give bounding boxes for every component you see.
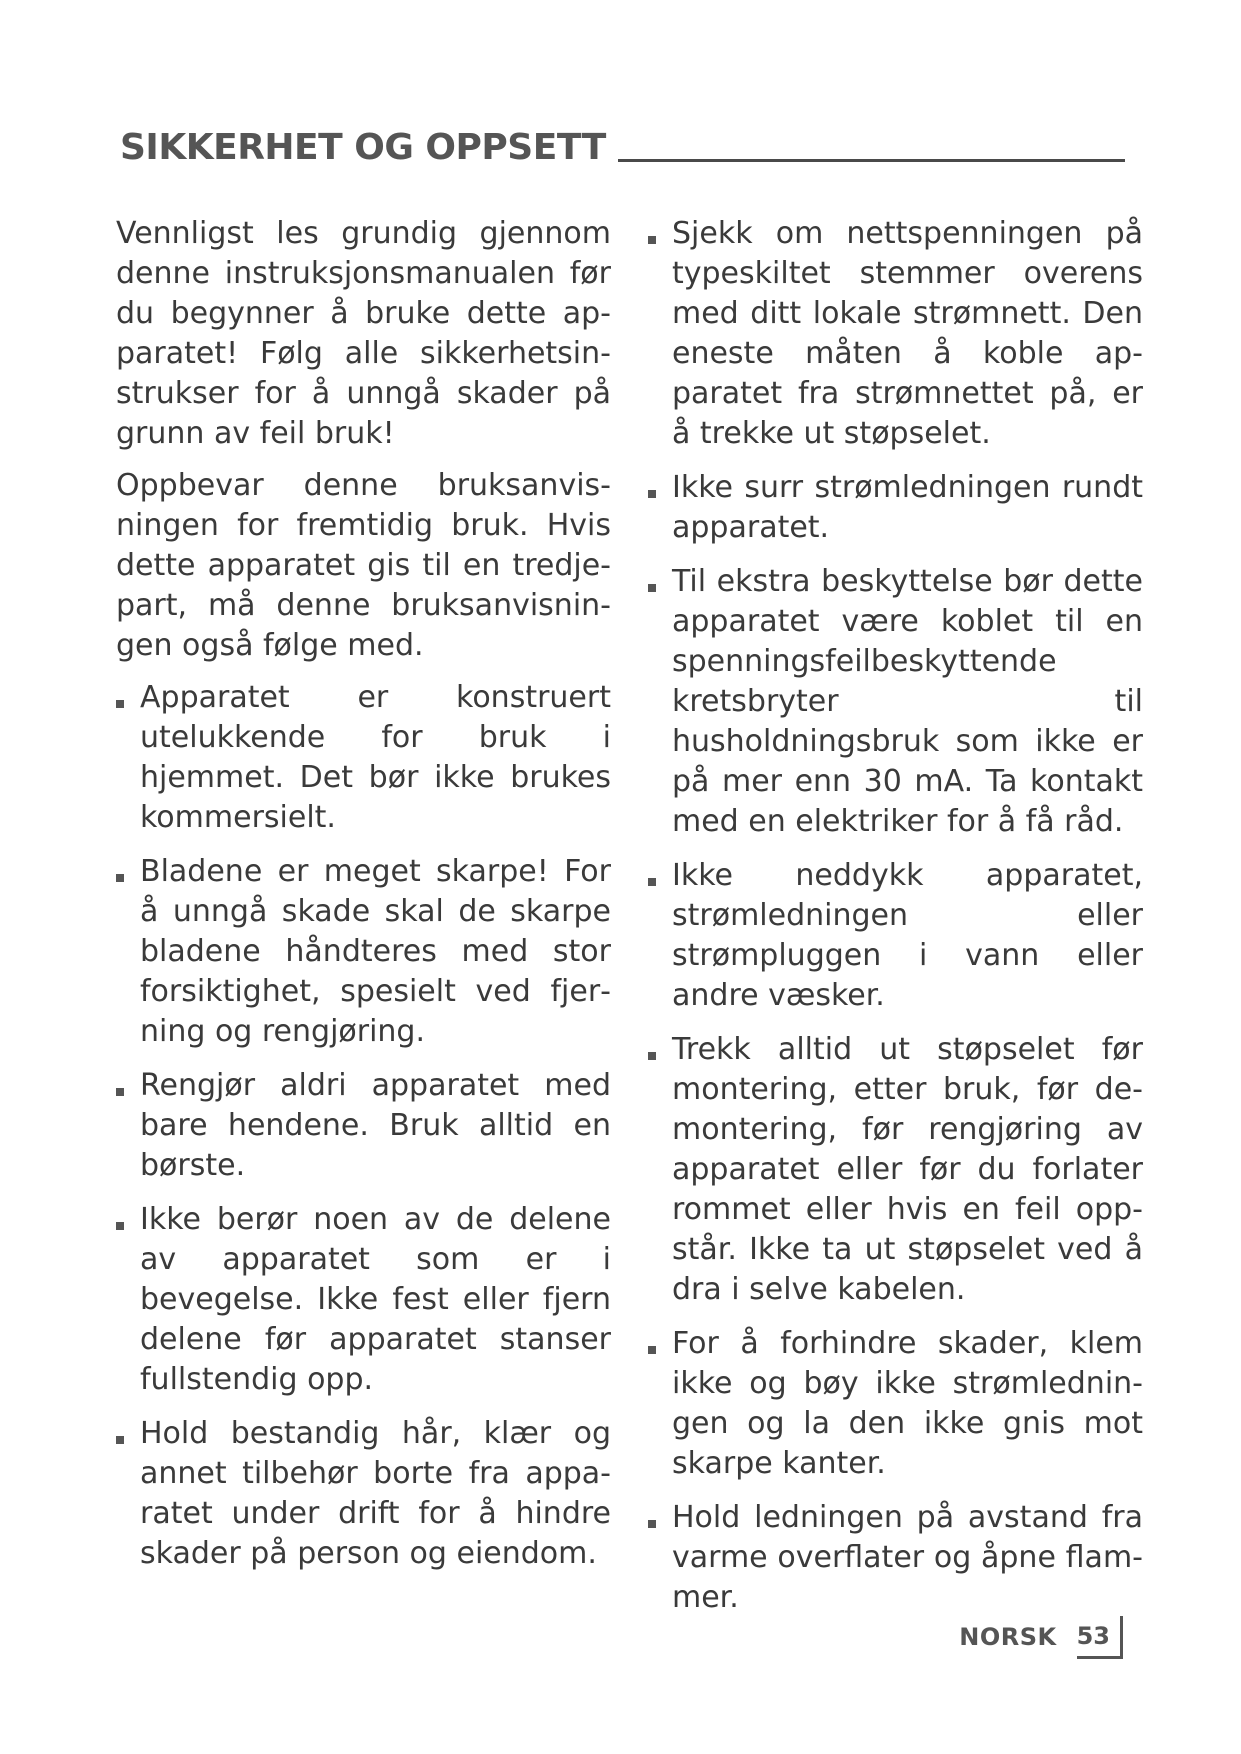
bullet-square-icon [116, 1088, 124, 1096]
list-item-text: Ikke surr strømledningen rundt apparatet. [672, 470, 1143, 545]
left-column [116, 214, 611, 1588]
title-underline [618, 159, 1125, 162]
list-item-text: Bladene er meget skarpe! For å unngå skade skal de skarpe bladene håndteres med stor forsiktighet, spesielt ved fjerning og rengjøring. [140, 854, 611, 1049]
list-item-text: Hold ledningen på avstand fra varme overflater og åpne flammer. [672, 1500, 1143, 1615]
bullet-square-icon [648, 878, 656, 886]
right-safety-list [648, 214, 1143, 1618]
list-item-text: Til ekstra beskyttelse bør dette apparatet være koblet til en spenningsfeilbeskyttende kretsbryter til husholdningsbruk som ikke er på mer enn 30 mA. Ta kontakt med en elektriker for å få råd. [672, 564, 1143, 839]
right-column [648, 214, 1143, 1632]
list-item [648, 562, 1143, 842]
footer-language: NORSK [959, 1623, 1057, 1651]
list-item [116, 1200, 611, 1400]
bullet-square-icon [648, 1520, 656, 1528]
list-item [648, 214, 1143, 454]
page-number: 53 [1077, 1616, 1123, 1659]
page-footer [959, 1612, 1123, 1662]
list-item-text: Trekk alltid ut støpselet før montering, etter bruk, før demontering, før rengjøring av apparatet eller før du forlater rommet eller hvis en feil oppstår. Ikke ta ut støpselet ved å dra i selve kabelen. [672, 1032, 1143, 1307]
list-item [648, 856, 1143, 1016]
list-item [648, 1498, 1143, 1618]
list-item [116, 1414, 611, 1574]
list-item [116, 852, 611, 1052]
bullet-square-icon [648, 1346, 656, 1354]
list-item-text: Apparatet er konstruert utelukkende for bruk i hjemmet. Det bør ikke brukes kommersielt. [140, 680, 611, 835]
list-item [648, 1324, 1143, 1484]
bullet-square-icon [648, 236, 656, 244]
list-item [648, 468, 1143, 548]
bullet-square-icon [648, 584, 656, 592]
list-item-text: Hold bestandig hår, klær og annet tilbehør borte fra apparatet under drift for å hindre skader på person og eiendom. [140, 1416, 611, 1571]
page-title: SIKKERHET OG OPPSETT [120, 127, 606, 168]
left-safety-list [116, 678, 611, 1574]
bullet-square-icon [116, 700, 124, 708]
intro-paragraph-1: Vennligst les grundig gjennom denne instruksjonsmanualen før du begynner å bruke dette apparatet! Følg alle sikkerhetsinstrukser for å unngå skader på grunn av feil bruk! [116, 216, 611, 451]
bullet-square-icon [116, 1436, 124, 1444]
list-item-text: Ikke neddykk apparatet, strømledningen eller strømpluggen i vann eller andre væsker. [672, 858, 1143, 1013]
intro-paragraph-2: Oppbevar denne bruksanvisningen for fremtidig bruk. Hvis dette apparatet gis til en tredjepart, må denne bruksanvisningen også følge med. [116, 468, 611, 663]
bullet-square-icon [648, 490, 656, 498]
bullet-square-icon [116, 1222, 124, 1230]
list-item-text: For å forhindre skader, klem ikke og bøy ikke strømledningen og la den ikke gnis mot skarpe kanter. [672, 1326, 1143, 1481]
list-item [116, 678, 611, 838]
list-item-text: Ikke berør noen av de delene av apparatet som er i bevegelse. Ikke fest eller fjern delene før apparatet stanser fullstendig opp. [140, 1202, 611, 1397]
list-item-text: Rengjør aldri apparatet med bare hendene. Bruk alltid en børste. [140, 1068, 611, 1183]
bullet-square-icon [648, 1052, 656, 1060]
list-item-text: Sjekk om nettspenningen på typeskiltet stemmer overens med ditt lokale strømnett. Den eneste måten å koble apparatet fra strømnettet på, er å trekke ut støpselet. [672, 216, 1143, 451]
list-item [116, 1066, 611, 1186]
section-header [120, 118, 1125, 166]
bullet-square-icon [116, 874, 124, 882]
list-item [648, 1030, 1143, 1310]
